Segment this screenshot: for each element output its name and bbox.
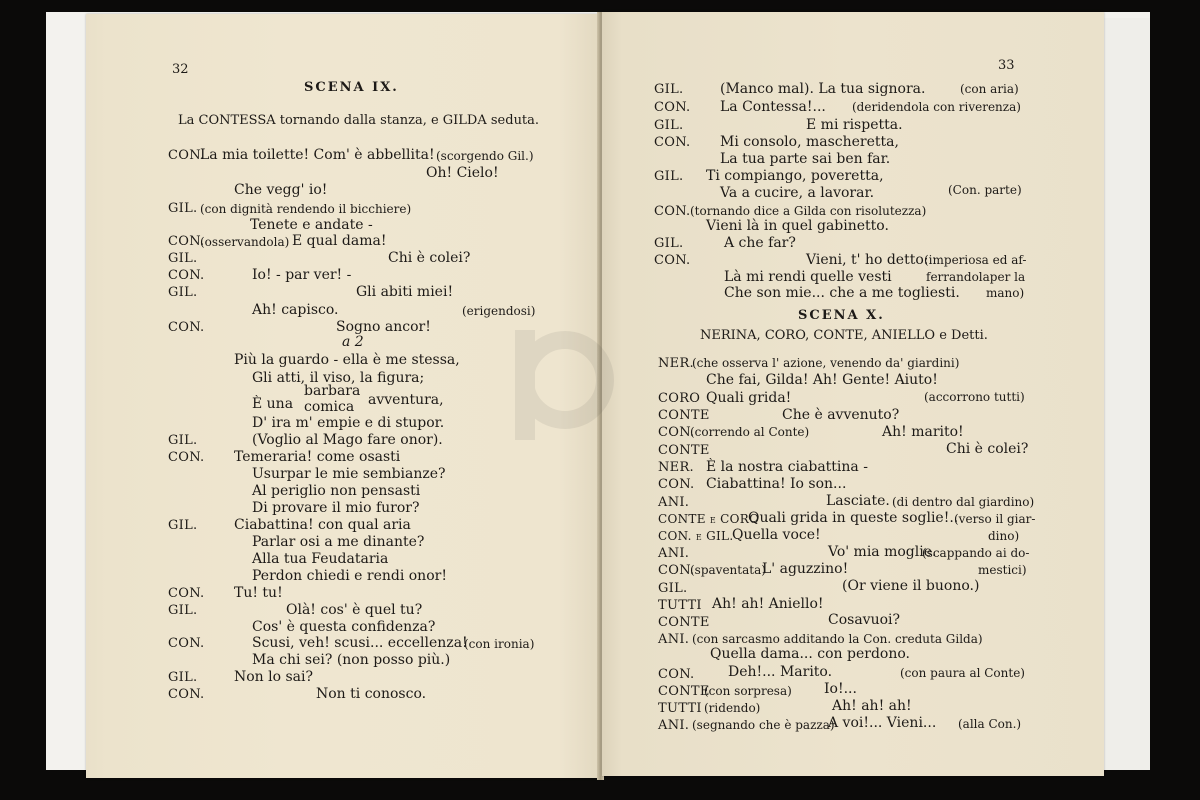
verse-line: Ah! marito! xyxy=(882,424,964,440)
speaker: GIL. xyxy=(168,251,198,266)
verse-line: Quella dama... con perdono. xyxy=(710,646,910,662)
verse-line: Sogno ancor! xyxy=(336,319,431,335)
speaker: CON. e GIL. xyxy=(658,529,734,543)
verse-line: Ti compiango, poveretta, xyxy=(706,168,884,184)
speaker: CON. xyxy=(168,320,205,335)
verse-line: a 2 xyxy=(342,334,364,350)
verse-line: Io!... xyxy=(824,681,857,697)
speaker: CON. xyxy=(654,204,691,219)
verse-line: Quali grida in queste soglie!.. xyxy=(748,510,959,526)
verse-variant: barbara xyxy=(304,383,361,399)
speaker: ANI. xyxy=(658,718,690,733)
speaker: CONTE xyxy=(658,684,710,699)
stage-note: (che osserva l' azione, venendo da' giardini) xyxy=(692,356,960,370)
speaker: NER. xyxy=(658,356,694,371)
stage-note: (spaventata) xyxy=(690,563,766,577)
verse-line: Parlar osi a me dinante? xyxy=(252,534,425,550)
speaker: CON. xyxy=(168,687,205,702)
speaker: GIL. xyxy=(168,518,198,533)
verse-line: Che vegg' io! xyxy=(234,182,328,198)
verse-line: La Contessa!... xyxy=(720,99,826,115)
verse-line: Tu! tu! xyxy=(234,585,283,601)
scene-heading: SCENA IX. xyxy=(304,80,399,95)
verse-line: Ciabattina! Io son... xyxy=(706,476,847,492)
verse-line: A che far? xyxy=(724,235,796,251)
left-page xyxy=(86,14,600,778)
verse-line: Più la guardo - ella è me stessa, xyxy=(234,352,460,368)
verse-line: Temeraria! come osasti xyxy=(234,449,401,465)
verse-line: Che son mie... che a me togliesti. xyxy=(724,285,960,301)
verse-line: A voi!... Vieni... xyxy=(828,715,937,731)
stage-note: (correndo al Conte) xyxy=(690,425,810,439)
stage-note: mestici) xyxy=(978,563,1027,577)
verse-line: E qual dama! xyxy=(292,233,387,249)
speaker: GIL. xyxy=(658,581,688,596)
verse-line: Non ti conosco. xyxy=(316,686,427,702)
verse-line: Chi è colei? xyxy=(388,250,471,266)
verse-line: Io! - par ver! - xyxy=(252,267,352,283)
speaker: NER. xyxy=(658,460,694,475)
verse-line: (Voglio al Mago fare onor). xyxy=(252,432,443,448)
verse-line: La tua parte sai ben far. xyxy=(720,151,891,167)
verse-line: L' aguzzino! xyxy=(762,561,849,577)
speaker: CORO xyxy=(658,391,701,406)
speaker: ANI. xyxy=(658,495,690,510)
page-number: 32 xyxy=(172,62,189,77)
speaker: CONTE e CORO xyxy=(658,512,760,526)
stage-direction: NERINA, CORO, CONTE, ANIELLO e Detti. xyxy=(700,328,988,343)
verse-line: Mi consolo, mascheretta, xyxy=(720,134,899,150)
speaker: ANI. xyxy=(658,632,690,647)
scene-heading: SCENA X. xyxy=(798,308,885,323)
verse-line: Ah! ah! Aniello! xyxy=(712,596,824,612)
verse-line: Gli atti, il viso, la figura; xyxy=(252,370,425,386)
stage-note: (scorgendo Gil.) xyxy=(436,149,534,163)
verse-line: E mi rispetta. xyxy=(806,117,903,133)
verse-line: Che fai, Gilda! Ah! Gente! Aiuto! xyxy=(706,372,938,388)
speaker: CON. xyxy=(168,450,205,465)
verse-line: Quella voce! xyxy=(732,527,821,543)
verse-line: La mia toilette! Com' è abbellita! xyxy=(200,147,435,163)
stage-note: (tornando dice a Gilda con risolutezza) xyxy=(690,204,927,218)
verse-line: È una xyxy=(252,396,294,412)
verse-line: Vieni là in quel gabinetto. xyxy=(706,218,889,234)
speaker: GIL. xyxy=(168,670,198,685)
verse-line: Scusi, veh! scusi... eccellenza! xyxy=(252,635,468,651)
speaker: TUTTI xyxy=(658,598,702,613)
stage-note: (con ironia) xyxy=(464,637,535,651)
verse-line: Al periglio non pensasti xyxy=(252,483,421,499)
verse-line: Chi è colei? xyxy=(946,441,1029,457)
stage-note: (accorrono tutti) xyxy=(924,390,1025,404)
verse-line: Usurpar le mie sembianze? xyxy=(252,466,446,482)
speaker: GIL. xyxy=(168,603,198,618)
stage-note: (deridendola con riverenza) xyxy=(852,100,1021,114)
verse-line: Cos' è questa confidenza? xyxy=(252,619,436,635)
verse-line: Deh!... Marito. xyxy=(728,664,833,680)
speaker: GIL. xyxy=(654,118,684,133)
verse-line: Olà! cos' è quel tu? xyxy=(286,602,423,618)
speaker: CONTE xyxy=(658,408,710,423)
stage-note: ferrandolaper la xyxy=(926,270,1026,284)
right-page xyxy=(602,12,1104,776)
speaker: GIL. xyxy=(654,169,684,184)
stage-note: (con sarcasmo additando la Con. creduta Gilda) xyxy=(692,632,983,646)
speaker: CON. xyxy=(658,425,695,440)
stage-note: (ridendo) xyxy=(704,701,761,715)
verse-line: Ah! ah! ah! xyxy=(832,698,912,714)
verse-line: Vieni, t' ho detto: xyxy=(806,252,929,268)
verse-line: Non lo sai? xyxy=(234,669,314,685)
verse-variant: comica xyxy=(304,399,355,415)
speaker: CON. xyxy=(168,268,205,283)
verse-line: Tenete e andate - xyxy=(250,217,373,233)
speaker: CON. xyxy=(654,135,691,150)
stage-note: mano) xyxy=(986,286,1025,300)
stage-note: (segnando che è pazza) xyxy=(692,718,835,732)
verse-line: Vo' mia moglie. xyxy=(828,544,937,560)
stage-note: (verso il giar- xyxy=(954,512,1036,526)
stage-note: (erigendosi) xyxy=(462,304,536,318)
page-number: 33 xyxy=(998,58,1015,73)
speaker: CON. xyxy=(658,477,695,492)
stage-note: (imperiosa ed af- xyxy=(924,253,1027,267)
stage-note: (con paura al Conte) xyxy=(900,666,1025,680)
verse-line: Ah! capisco. xyxy=(252,302,339,318)
verse-line: (Or viene il buono.) xyxy=(842,578,980,594)
verse-line: avventura, xyxy=(368,392,444,408)
stage-note: (scappando ai do- xyxy=(922,546,1030,560)
back-sheet-edge xyxy=(1100,18,1150,770)
stage-note: dino) xyxy=(988,529,1020,543)
stage-note: (con dignità rendendo il bicchiere) xyxy=(200,202,412,216)
verse-line: Lasciate. xyxy=(826,493,890,509)
stage-note: (Con. parte) xyxy=(948,183,1022,197)
speaker: CON. xyxy=(654,100,691,115)
verse-line: Alla tua Feudataria xyxy=(252,551,389,567)
speaker: GIL. xyxy=(168,201,198,216)
verse-line: D' ira m' empie e di stupor. xyxy=(252,415,445,431)
speaker: CON. xyxy=(658,667,695,682)
verse-line: Di provare il mio furor? xyxy=(252,500,420,516)
speaker: GIL. xyxy=(168,433,198,448)
speaker: CONTE xyxy=(658,443,710,458)
speaker: CON. xyxy=(168,234,205,249)
stage-note: (con aria) xyxy=(960,82,1019,96)
verse-line: (Manco mal). La tua signora. xyxy=(720,81,926,97)
verse-line: Gli abiti miei! xyxy=(356,284,454,300)
speaker: CON. xyxy=(168,586,205,601)
stage-note: (osservandola) xyxy=(200,235,290,249)
speaker: GIL. xyxy=(654,82,684,97)
speaker: CON. xyxy=(654,253,691,268)
verse-line: Va a cucire, a lavorar. xyxy=(720,185,875,201)
verse-line: Perdon chiedi e rendi onor! xyxy=(252,568,447,584)
verse-line: Quali grida! xyxy=(706,390,792,406)
stage-direction: La CONTESSA tornando dalla stanza, e GILDA seduta. xyxy=(178,113,540,128)
stage-note: (di dentro dal giardino) xyxy=(892,495,1035,509)
speaker: CON. xyxy=(168,636,205,651)
speaker: ANI. xyxy=(658,546,690,561)
speaker: CON. xyxy=(168,148,205,163)
speaker: GIL. xyxy=(168,285,198,300)
stage-note: (con sorpresa) xyxy=(704,684,792,698)
speaker: CONTE xyxy=(658,615,710,630)
speaker: CON. xyxy=(658,563,695,578)
verse-line: Che è avvenuto? xyxy=(782,407,900,423)
speaker: TUTTI xyxy=(658,701,702,716)
verse-line: Oh! Cielo! xyxy=(426,165,499,181)
verse-line: È la nostra ciabattina - xyxy=(706,459,868,475)
speaker: GIL. xyxy=(654,236,684,251)
verse-line: Ma chi sei? (non posso più.) xyxy=(252,652,451,668)
stage-note: (alla Con.) xyxy=(958,717,1022,731)
verse-line: Là mi rendi quelle vesti xyxy=(724,269,892,285)
verse-line: Cosavuoi? xyxy=(828,612,901,628)
verse-line: Ciabattina! con qual aria xyxy=(234,517,411,533)
